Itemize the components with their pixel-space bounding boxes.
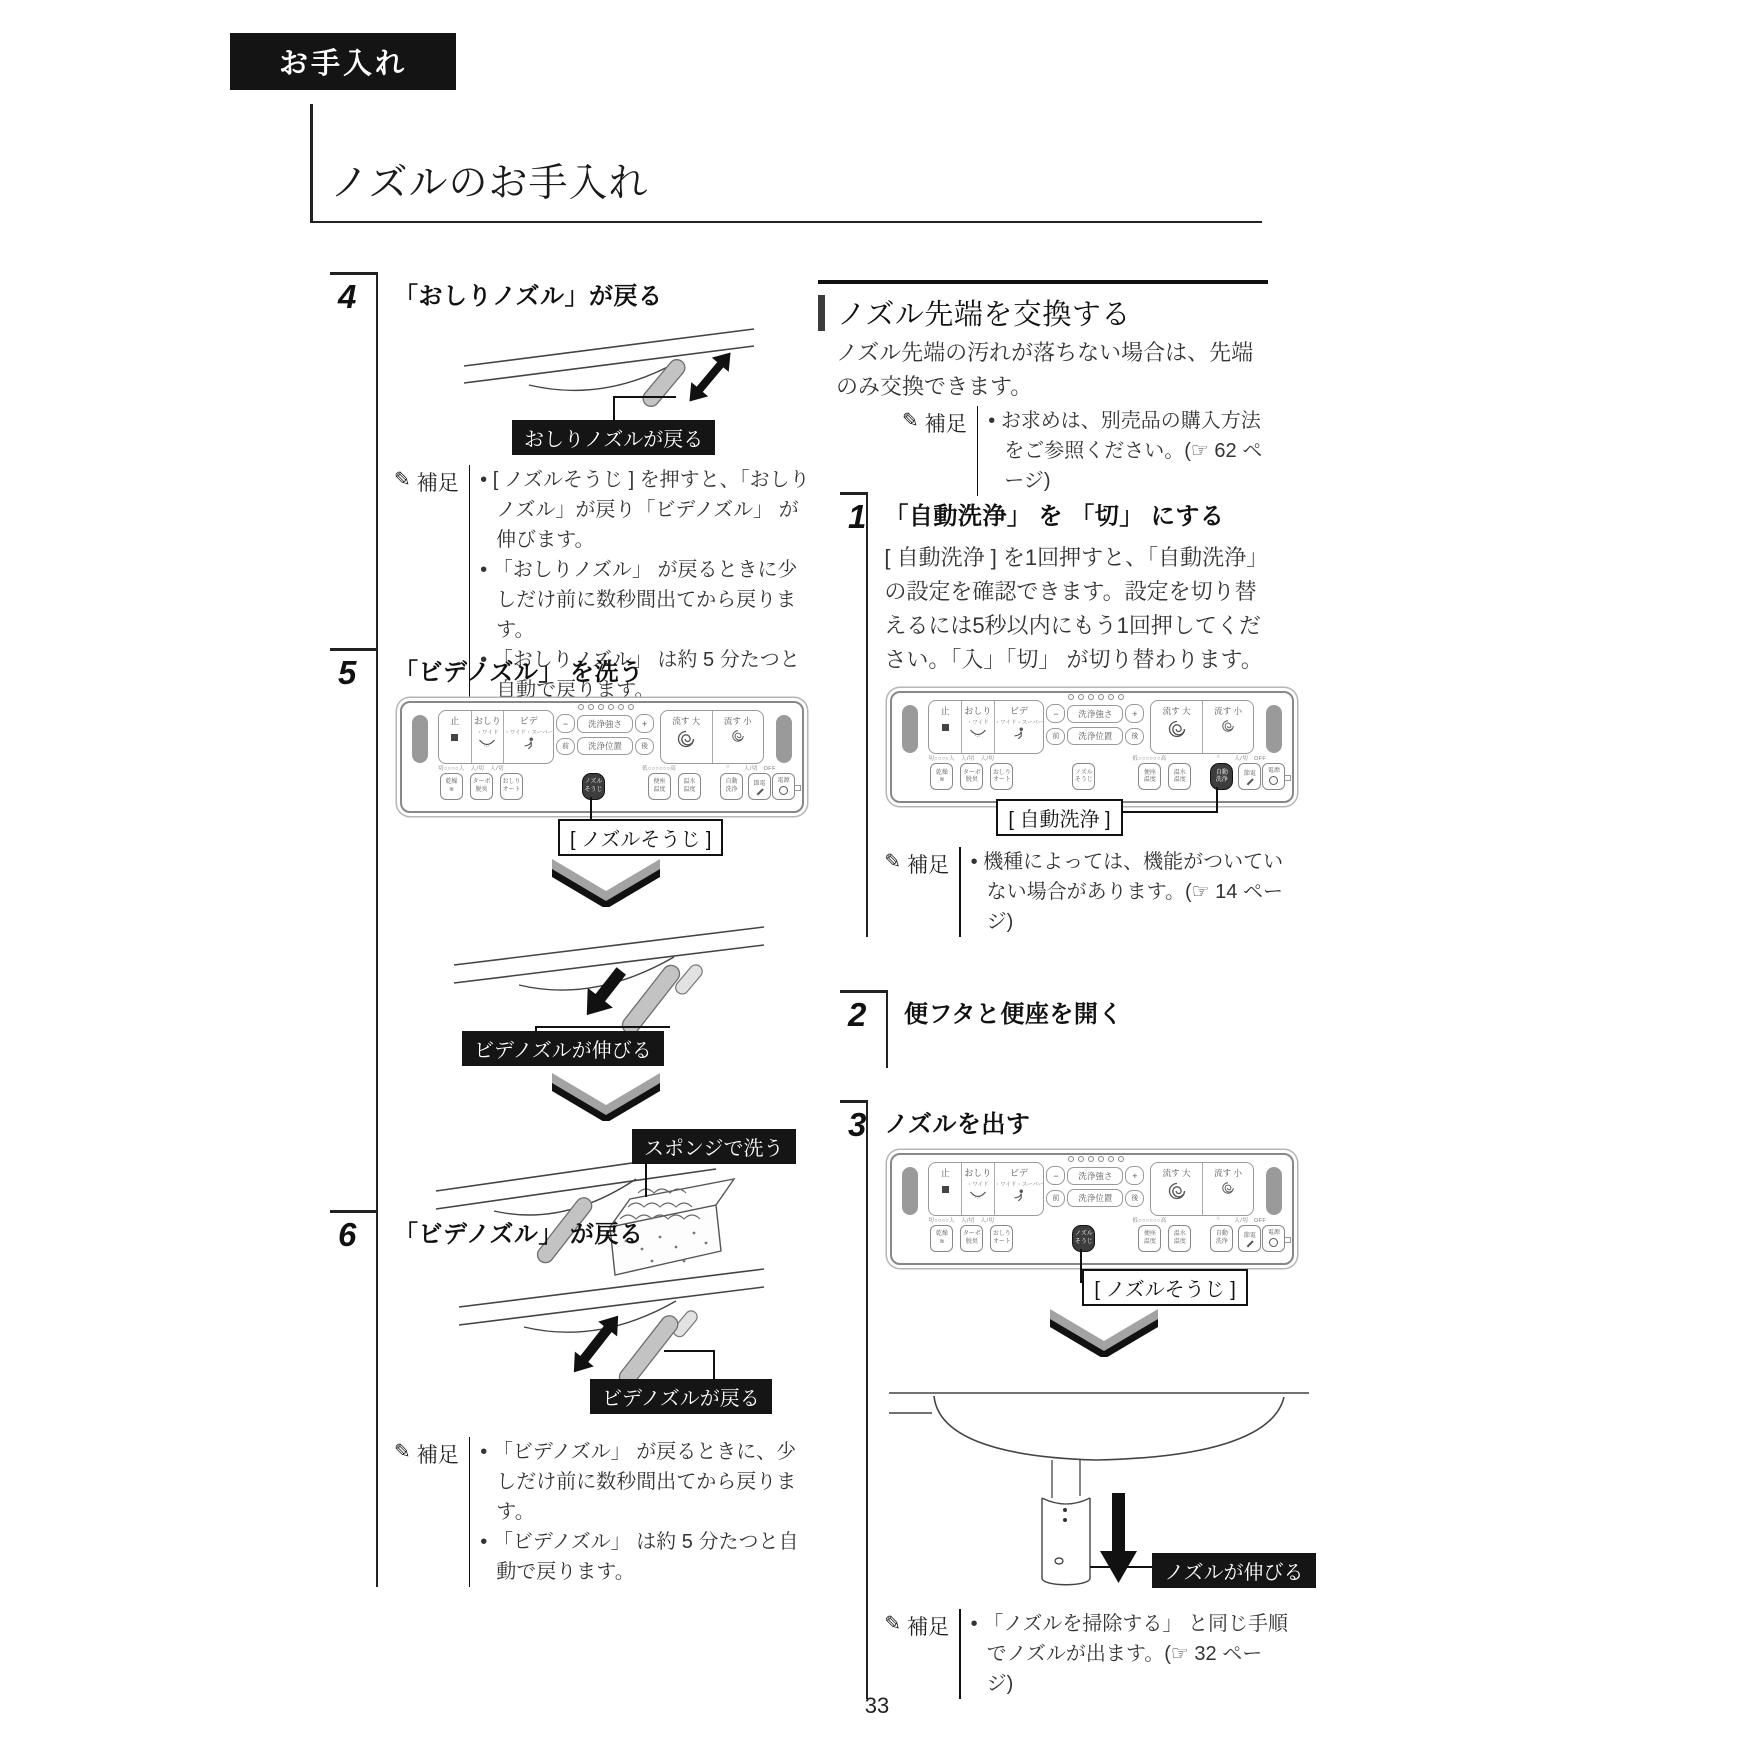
- step-6-heading: 「ビデノズル」 が戻る: [394, 1221, 644, 1248]
- remote-button-water-temp: 温水 温度: [678, 773, 701, 800]
- step-2: [840, 990, 1292, 1068]
- remote-button-water-temp: 温水 温度: [1168, 763, 1191, 790]
- strength-indicator-dots: [578, 704, 634, 710]
- callout-bide-nozzle-returns: ビデノズルが戻る: [590, 1379, 772, 1414]
- title-rule-horizontal: [310, 221, 1262, 223]
- seat-nozzle-drawing: [424, 1259, 784, 1393]
- remote-button-flush-big: 流す 大: [1151, 1163, 1203, 1215]
- step-5-heading: 「ビデノズル」 を洗う: [394, 659, 644, 686]
- bide-person-icon: [520, 737, 538, 749]
- flush-spiral-icon: [1221, 719, 1235, 733]
- callout-wash-with-sponge: スポンジで洗う: [632, 1129, 796, 1164]
- bide-nozzle-extend-illustration: [394, 913, 814, 1063]
- remote-button-turbo-deodorize: ターボ 脱臭: [960, 1225, 983, 1252]
- remote-button-eco: 節電: [748, 773, 771, 800]
- pencil-icon: ✎: [902, 410, 919, 432]
- section-title: ノズル先端を交換する: [837, 299, 1131, 331]
- remote-control-illustration: [890, 1153, 1294, 1265]
- remote-button-flush-small: 流す 小: [713, 711, 764, 763]
- strength-label: 洗浄強さ: [577, 715, 633, 733]
- stop-square-icon: [942, 724, 949, 731]
- note-rule: [469, 1437, 471, 1587]
- step-4-heading: 「おしりノズル」が戻る: [394, 283, 663, 310]
- note-list: [971, 847, 1289, 937]
- remote-grip: [776, 715, 792, 763]
- indicator-text: ○: [1216, 1216, 1221, 1222]
- flush-spiral-icon: [1167, 719, 1187, 739]
- remote-control-illustration: [400, 701, 804, 813]
- remote-button-flush-small: 流す 小: [1203, 1163, 1254, 1215]
- down-chevron-icon: [546, 855, 666, 907]
- remote-button-auto-wash: 自動 洗浄: [720, 773, 743, 800]
- oshiri-spray-icon: [969, 1189, 987, 1201]
- note-label: 補足: [416, 1444, 459, 1467]
- remote-button-flush-big: 流す 大: [661, 711, 713, 763]
- note-list: [971, 1609, 1289, 1699]
- note-item: • お求めは、別売品の購入方法をご参照ください。(☞ 62 ページ): [988, 406, 1274, 496]
- flush-spiral-icon: [1167, 1181, 1187, 1201]
- note-item: • 「おしりノズル」 は約 5 分たつと自動で戻ります。: [480, 645, 814, 705]
- strength-label: 洗浄強さ: [1067, 705, 1123, 723]
- callout-nozzle-extends: ノズルが伸びる: [1152, 1553, 1315, 1588]
- section-replace-nozzle-tip: [818, 280, 1268, 333]
- remote-grip: [902, 1167, 918, 1215]
- nozzle-front-view-illustration: [884, 1363, 1324, 1599]
- remote-button-power: 電源: [772, 773, 795, 800]
- step-1-heading: 「自動洗浄」 を 「切」 にする: [884, 503, 1225, 530]
- strength-label: 洗浄強さ: [1067, 1167, 1123, 1185]
- indicator-text: ○: [1216, 754, 1221, 761]
- wash-strength-row: [1046, 1166, 1144, 1185]
- remote-button-eco: 節電: [1238, 763, 1261, 790]
- remote-button-nozzle-clean: ノズル そうじ: [1072, 1225, 1095, 1252]
- intro-note: [902, 406, 1274, 496]
- indicator-text: 切○○○○入 入/切 入/切: [928, 1218, 995, 1224]
- page-number: 33: [864, 1693, 890, 1718]
- eco-icon: [756, 788, 763, 795]
- callout-nozzle-clean-button: [ ノズルそうじ ]: [1082, 1269, 1247, 1306]
- step-1: [840, 492, 1292, 937]
- remote-button-oshiri: おしり ・ワイド: [962, 1163, 995, 1215]
- remote-grip: [1266, 705, 1282, 753]
- remote-figure-step1: [884, 687, 1304, 837]
- step-2-heading: 便フタと便座を開く: [904, 1001, 1123, 1028]
- indicator-text: 切○○○○入 入/切 入/切: [438, 766, 504, 772]
- note-item: • 「ビデノズル」 は約 5 分たつと自動で戻ります。: [480, 1527, 814, 1587]
- note-item: • 「ノズルを掃除する」 と同じ手順でノズルが出ます。(☞ 32 ページ): [971, 1609, 1289, 1699]
- section-accent-bar: [818, 295, 825, 331]
- remote-button-auto-wash: 自動 洗浄: [1210, 1225, 1233, 1252]
- remote-figure-step5: [394, 697, 814, 849]
- remote-button-strength-minus: −: [1046, 1166, 1065, 1185]
- remote-button-bide: ビデ ・ワイド・スーパー: [995, 1163, 1044, 1215]
- step-3-heading: ノズルを出す: [884, 1111, 1031, 1138]
- remote-button-oshiri-auto: おしり オート: [990, 1225, 1013, 1252]
- flush-group: [660, 710, 764, 764]
- note-rule: [959, 1609, 961, 1699]
- position-label: 洗浄位置: [1067, 1189, 1123, 1207]
- step-5: [330, 648, 818, 1285]
- remote-button-oshiri: おしり ・ワイド: [472, 711, 505, 763]
- seat-nozzle-drawing: [424, 913, 784, 1037]
- remote-button-flush-small: 流す 小: [1203, 701, 1254, 753]
- flush-group: [1150, 1162, 1254, 1216]
- step-6: [330, 1210, 818, 1587]
- remote-button-position-front: 前: [1046, 728, 1065, 745]
- remote-button-position-back: 後: [1125, 728, 1144, 745]
- pencil-icon: ✎: [394, 1441, 411, 1463]
- remote-wash-group: [438, 710, 554, 764]
- indicator-text: ○: [726, 764, 730, 770]
- section-tag: お手入れ: [230, 33, 456, 90]
- pencil-icon: ✎: [884, 1613, 902, 1635]
- remote-button-strength-plus: +: [1125, 704, 1144, 723]
- indicator-text: 入/切 OFF: [1234, 1218, 1267, 1224]
- note-rule: [959, 847, 961, 937]
- remote-button-auto-wash: 自動 洗浄: [1210, 763, 1233, 790]
- step-3-note: [884, 1609, 1288, 1699]
- seat-nozzle-drawing: [424, 321, 784, 421]
- page-title: ノズルのお手入れ: [330, 162, 649, 205]
- remote-button-eco: 節電: [1238, 1225, 1261, 1252]
- step-1-body: [ 自動洗浄 ] を1回押すと、「自動洗浄」 の設定を確認できます。設定を切り替えるには5秒以内にもう1回押してください。「入」「切」 が切り替わります。: [884, 545, 1269, 673]
- oshiri-spray-icon: [478, 737, 496, 749]
- remote-button-stop: 止: [929, 701, 962, 753]
- remote-button-strength-plus: +: [1125, 1166, 1144, 1185]
- callout-auto-wash-button: [ 自動洗浄 ]: [996, 799, 1122, 836]
- power-icon: [779, 786, 788, 795]
- remote-control-illustration: [890, 691, 1294, 803]
- remote-button-power: 電源: [1262, 763, 1285, 790]
- flush-spiral-icon: [1221, 1181, 1235, 1195]
- wash-strength-row: [556, 714, 654, 733]
- callout-oshiri-nozzle-returns: おしりノズルが戻る: [512, 420, 715, 455]
- indicator-text: 低○○○○○○高: [1132, 756, 1167, 763]
- remote-button-bide: ビデ ・ワイド・スーパー: [995, 701, 1044, 753]
- step-3-number: 3: [840, 1100, 866, 1699]
- indicator-text: 低○○○○○○高: [1132, 1218, 1167, 1224]
- strength-indicator-dots: [1068, 1156, 1124, 1162]
- remote-button-strength-minus: −: [556, 714, 575, 733]
- remote-button-nozzle-clean: ノズル そうじ: [1072, 763, 1095, 790]
- position-label: 洗浄位置: [1067, 727, 1123, 745]
- step-5-number: 5: [330, 648, 376, 1285]
- remote-button-seat-temp: 便座 温度: [648, 773, 671, 800]
- oshiri-nozzle-retract-illustration: [394, 321, 814, 455]
- note-item: • 「おしりノズル」 が戻るときに少しだけ前に数秒間出てから戻ります。: [480, 555, 814, 645]
- remote-button-turbo-deodorize: ターボ 脱臭: [470, 773, 493, 800]
- pencil-icon: ✎: [884, 851, 902, 874]
- flush-spiral-icon: [731, 729, 745, 743]
- remote-button-dry: 乾燥 ≋: [440, 773, 463, 800]
- down-chevron-icon: [546, 1069, 666, 1121]
- power-icon: [1269, 1238, 1278, 1247]
- callout-line: [1114, 811, 1218, 813]
- remote-button-position-back: 後: [635, 738, 654, 755]
- power-icon: [1269, 776, 1278, 785]
- note-item: • [ ノズルそうじ ] を押すと、「おしりノズル」が戻り「ビデノズル」 が伸びます。: [480, 465, 814, 555]
- indicator-text: 低○○○○○○高: [642, 766, 677, 772]
- remote-wash-group: [928, 1162, 1044, 1216]
- remote-button-strength-plus: +: [635, 714, 654, 733]
- note-label: 補足: [416, 472, 459, 495]
- remote-button-oshiri: おしり ・ワイド: [962, 701, 995, 753]
- bide-nozzle-retract-illustration: [394, 1259, 814, 1427]
- pencil-icon: ✎: [394, 469, 411, 491]
- note-label: 補足: [907, 854, 950, 878]
- wash-position-row: [1046, 727, 1144, 745]
- indicator-text: 切○○○○入 入/切 入/切: [928, 756, 995, 763]
- remote-button-seat-temp: 便座 温度: [1138, 1225, 1161, 1252]
- step-4: [330, 272, 818, 705]
- stop-square-icon: [942, 1186, 949, 1193]
- remote-figure-step3: [884, 1149, 1304, 1299]
- wash-position-row: [1046, 1189, 1144, 1207]
- down-chevron-icon: [1044, 1305, 1164, 1357]
- note-item: • 「ビデノズル」 が戻るときに、少しだけ前に数秒間出てから戻ります。: [480, 1437, 814, 1527]
- callout-nozzle-clean-button: [ ノズルそうじ ]: [558, 819, 723, 856]
- eco-icon: [1247, 1240, 1254, 1247]
- flush-spiral-icon: [676, 729, 696, 749]
- remote-button-seat-temp: 便座 温度: [1138, 763, 1161, 790]
- note-label: 補足: [907, 1616, 950, 1639]
- step-3: [840, 1100, 1304, 1699]
- indicator-text: 入/切 OFF: [744, 766, 776, 772]
- remote-button-stop: 止: [929, 1163, 962, 1215]
- remote-button-oshiri-auto: おしり オート: [500, 773, 523, 800]
- wash-position-row: [556, 737, 654, 755]
- remote-button-dry: 乾燥 ≋: [930, 1225, 953, 1252]
- remote-button-power: 電源: [1262, 1225, 1285, 1252]
- remote-grip: [1266, 1167, 1282, 1215]
- callout-line: [1216, 787, 1218, 813]
- indicator-text: 入/切 OFF: [1234, 756, 1267, 763]
- remote-button-strength-minus: −: [1046, 704, 1065, 723]
- remote-grip: [412, 715, 428, 763]
- remote-button-water-temp: 温水 温度: [1168, 1225, 1191, 1252]
- note-list: [988, 406, 1274, 496]
- title-rule-vertical: [310, 104, 313, 223]
- remote-button-position-front: 前: [556, 738, 575, 755]
- oshiri-spray-icon: [969, 727, 987, 739]
- step-1-number: 1: [840, 492, 866, 937]
- remote-button-position-back: 後: [1125, 1190, 1144, 1207]
- remote-wash-group: [928, 700, 1044, 754]
- remote-button-dry: 乾燥 ≋: [930, 763, 953, 790]
- remote-button-nozzle-clean: ノズル そうじ: [582, 773, 605, 800]
- remote-button-oshiri-auto: おしり オート: [990, 763, 1013, 790]
- flush-group: [1150, 700, 1254, 754]
- remote-button-turbo-deodorize: ターボ 脱臭: [960, 763, 983, 790]
- remote-button-stop: 止: [439, 711, 472, 763]
- wash-strength-row: [1046, 704, 1144, 723]
- stop-square-icon: [451, 734, 458, 741]
- step-4-number: 4: [330, 272, 376, 705]
- remote-button-bide: ビデ ・ワイド・スーパー: [504, 711, 553, 763]
- bide-person-icon: [1010, 727, 1028, 739]
- remote-button-flush-big: 流す 大: [1151, 701, 1203, 753]
- step-6-number: 6: [330, 1210, 376, 1587]
- callout-bide-nozzle-extends: ビデノズルが伸びる: [462, 1031, 664, 1066]
- remote-button-position-front: 前: [1046, 1190, 1065, 1207]
- step-6-note: [394, 1437, 814, 1587]
- section-intro: ノズル先端の汚れが落ちない場合は、先端のみ交換できます。: [836, 340, 1254, 400]
- strength-indicator-dots: [1068, 694, 1124, 700]
- eco-icon: [1247, 779, 1254, 786]
- note-item: • 機種によっては、機能がついていない場合があります。(☞ 14 ページ): [971, 847, 1289, 937]
- note-list: [480, 1437, 814, 1587]
- position-label: 洗浄位置: [577, 737, 633, 755]
- note-rule: [977, 406, 978, 496]
- note-label: 補足: [924, 413, 967, 436]
- remote-grip: [902, 705, 918, 753]
- step-2-number: 2: [840, 990, 886, 1068]
- bide-person-icon: [1010, 1189, 1028, 1201]
- step-1-note: [884, 847, 1288, 937]
